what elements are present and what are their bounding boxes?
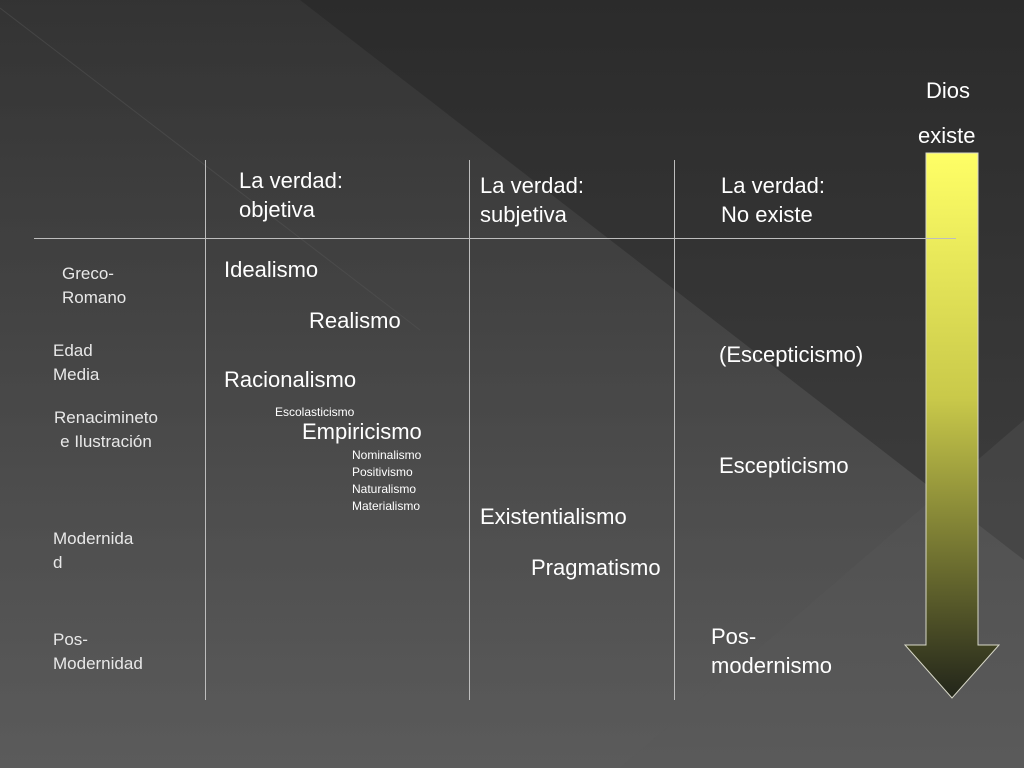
philosophy-existentialismo: Existentialismo [480,504,627,529]
column-divider-1 [205,160,206,700]
column-header-line2: No existe [721,201,813,227]
header-divider [34,238,956,239]
column-header-subjetiva [480,172,584,229]
column-divider-3 [674,160,675,700]
philosophy-idealismo: Idealismo [224,257,319,282]
era-line2: Modernidad [53,653,143,673]
column-header-line1: La verdad: [721,173,825,198]
philosophy-realismo: Realismo [309,308,401,333]
philosophy-escolasticismo: Escolasticismo [275,405,355,419]
arrow-label-existe: existe [918,123,976,148]
philosophy-escepticismo: Escepticismo [719,453,849,478]
era-line1: Modernida [53,529,134,548]
philosophy-escepticismo-parenthetical: (Escepticismo) [719,342,864,367]
posmodernismo-line1: Pos- [711,624,757,649]
philosophy-naturalismo: Naturalismo [352,482,417,496]
philosophy-empiricismo: Empiricismo [302,419,422,444]
column-header-objetiva [239,167,343,224]
era-line1: Renacimineto [54,408,158,427]
era-line2: e Ilustración [60,431,152,451]
philosophy-nominalismo: Nominalismo [352,448,422,462]
column-header-line2: objetiva [239,196,315,222]
philosophy-materialismo: Materialismo [352,499,421,513]
era-line1: Edad [53,341,93,360]
era-pos-modernidad [53,628,143,676]
era-line1: Greco- [62,264,114,283]
era-line2: Romano [62,287,127,307]
era-line1: Pos- [53,630,88,649]
era-modernidad [53,527,133,575]
philosophy-positivismo: Positivismo [352,465,413,479]
era-renacimiento [38,406,174,454]
philosophy-racionalismo: Racionalismo [224,367,357,392]
column-header-no-existe [721,172,825,229]
column-divider-2 [469,160,470,700]
era-line2: d [53,552,63,572]
column-header-line2: subjetiva [480,201,567,227]
era-edad-media [53,339,99,387]
column-header-line1: La verdad: [239,168,343,193]
philosophy-pragmatismo: Pragmatismo [531,555,661,580]
posmodernismo-line2: modernismo [711,652,833,678]
era-line2: Media [53,364,100,384]
philosophy-posmodernismo [711,623,832,680]
column-header-line1: La verdad: [480,173,584,198]
arrow-label-dios: Dios [926,78,971,103]
era-greco-romano [62,262,126,310]
